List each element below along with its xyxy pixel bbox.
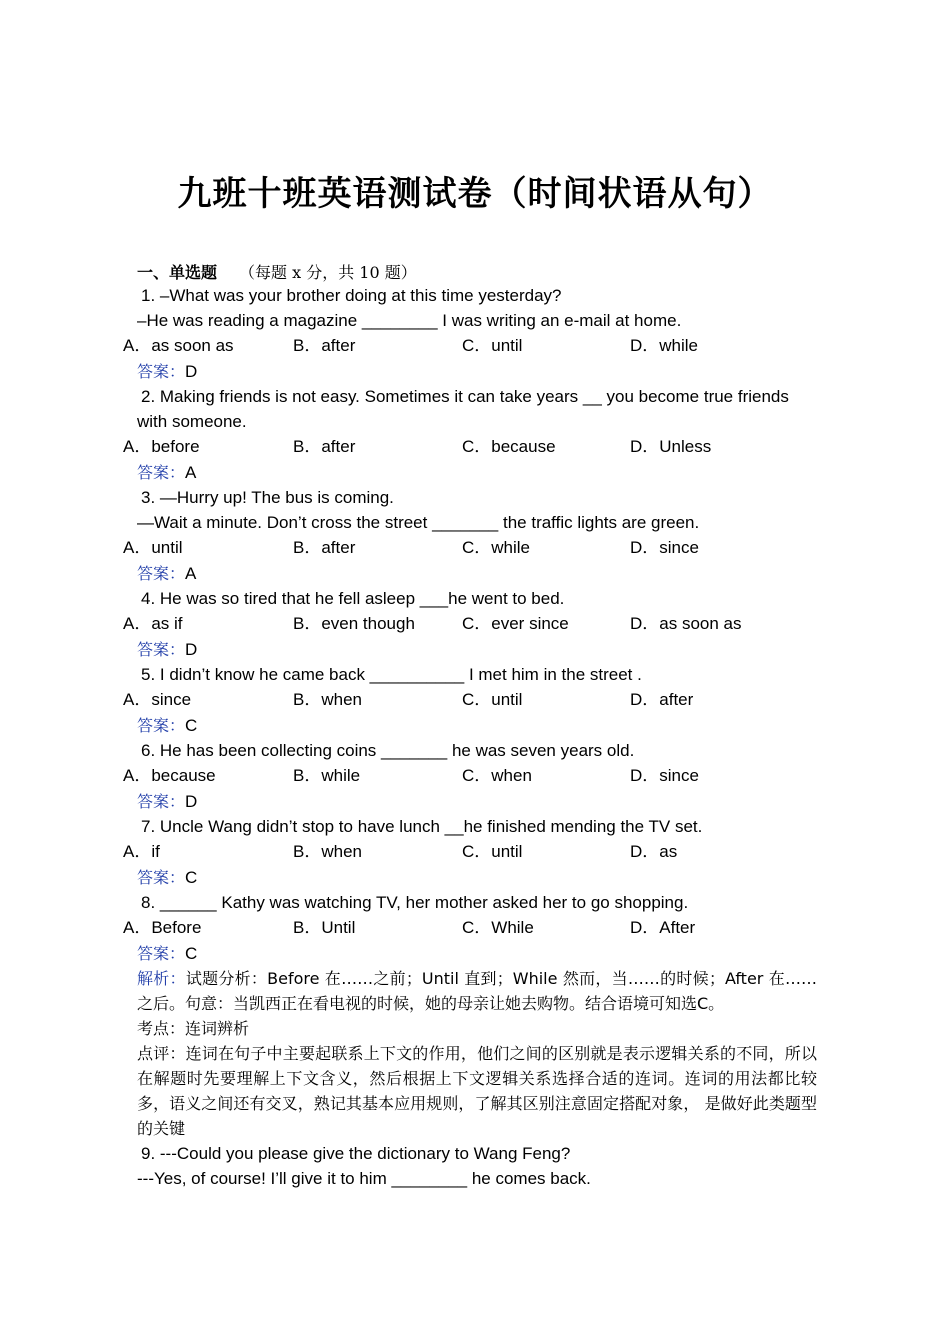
section-note: （每题 x 分，共 10 题）: [239, 263, 417, 282]
option-b: B．after: [293, 538, 356, 557]
option-a: A．Before: [123, 918, 202, 937]
question-1-options: [0, 333, 950, 359]
answer-label: 答案：: [137, 564, 186, 583]
key-point: 考点：连词辨析: [137, 1019, 250, 1038]
question-list: [0, 283, 950, 1191]
answer-line: [0, 460, 950, 485]
answer-label: 答案：: [137, 792, 186, 811]
answer-line: [0, 637, 950, 662]
option-a: A．since: [123, 690, 192, 709]
comment-text: 点评：连词在句子中主要起联系上下文的作用，他们之间的区别就是表示逻辑关系的不同，所以在解题时先要理解上下文含义，然后根据上下文逻辑关系选择合适的连词。连词的用法都比较多，语义之间还有交叉，熟记其基本应用规则，了解其区别注意固定搭配对象， 是做好此类题型的关键: [137, 1044, 817, 1138]
question-9-stem: 9. ---Could you please give the dictionary to Wang Feng?: [141, 1144, 571, 1163]
option-a: A．because: [123, 766, 216, 785]
analysis-body: 试题分析：Before 在……之前；Until 直到；While 然而，当……的时候；After 在……之后。句意：当凯西正在看电视的时候，她的母亲让她去购物。结合语境可知选C。: [137, 969, 817, 1013]
question-7-options: [0, 839, 950, 865]
option-a: A．until: [123, 538, 183, 557]
question-4-options: [0, 611, 950, 637]
option-c: C．when: [462, 766, 532, 785]
option-b: B．after: [293, 336, 356, 355]
answer-label: 答案：: [137, 640, 186, 659]
question-3-line: —Wait a minute. Don’t cross the street _______ the traffic lights are green.: [137, 513, 700, 532]
question-3-options: [0, 535, 950, 561]
option-b: B．after: [293, 437, 356, 456]
question-1-line: –He was reading a magazine ________ I was writing an e-mail at home.: [137, 311, 682, 330]
answer-value: C: [185, 944, 198, 963]
answer-line: [0, 713, 950, 738]
answer-label: 答案：: [137, 463, 186, 482]
answer-value: C: [185, 868, 198, 887]
option-d: D．since: [630, 766, 699, 785]
answer-label: 答案：: [137, 716, 186, 735]
question-1-line: 1. –What was your brother doing at this time yesterday?: [141, 286, 562, 305]
answer-label: 答案：: [137, 868, 186, 887]
question-9-reply: ---Yes, of course! I’ll give it to him ________ he comes back.: [137, 1169, 591, 1188]
option-b: B．when: [293, 690, 362, 709]
answer-value: D: [185, 362, 198, 381]
answer-label: 答案：: [137, 944, 186, 963]
page-title: 九班十班英语测试卷（时间状语从句）: [177, 174, 773, 214]
answer-line: [0, 359, 950, 384]
question-8-options: [0, 915, 950, 941]
option-a: A．before: [123, 437, 200, 456]
option-c: C．until: [462, 336, 523, 355]
option-c: C．until: [462, 842, 523, 861]
option-d: D．Unless: [630, 437, 712, 456]
answer-line: [0, 789, 950, 814]
option-d: D．since: [630, 538, 699, 557]
answer-value: C: [185, 716, 198, 735]
question-8-line: 8. ______ Kathy was watching TV, her mother asked her to go shopping.: [141, 893, 689, 912]
question-6-options: [0, 763, 950, 789]
option-d: D．as: [630, 842, 678, 861]
question-4-line: 4. He was so tired that he fell asleep ___he went to bed.: [141, 589, 565, 608]
option-c: C．While: [462, 918, 534, 937]
option-d: D．After: [630, 918, 696, 937]
answer-value: D: [185, 792, 198, 811]
option-a: A．if: [123, 842, 160, 861]
option-c: C．until: [462, 690, 523, 709]
option-a: A．as if: [123, 614, 183, 633]
option-d: D．after: [630, 690, 694, 709]
answer-value: A: [185, 463, 197, 482]
option-a: A．as soon as: [123, 336, 234, 355]
option-b: B．while: [293, 766, 361, 785]
question-5-options: [0, 687, 950, 713]
section-heading: [137, 260, 417, 283]
option-d: D．while: [630, 336, 699, 355]
option-b: B．Until: [293, 918, 356, 937]
question-2-line: 2. Making friends is not easy. Sometimes it can take years __ you become true friends: [141, 387, 789, 406]
analysis-text: [0, 966, 817, 1016]
option-c: C．while: [462, 538, 531, 557]
option-c: C．ever since: [462, 614, 569, 633]
question-6-line: 6. He has been collecting coins _______ he was seven years old.: [141, 741, 635, 760]
section-title: 一、单选题: [137, 263, 218, 282]
option-b: B．even though: [293, 614, 415, 633]
answer-value: D: [185, 640, 198, 659]
answer-line: [0, 865, 950, 890]
question-3-line: 3. —Hurry up! The bus is coming.: [141, 488, 394, 507]
question-5-line: 5. I didn’t know he came back __________ I met him in the street .: [141, 665, 642, 684]
question-7-line: 7. Uncle Wang didn’t stop to have lunch __he finished mending the TV set.: [141, 817, 703, 836]
option-b: B．when: [293, 842, 362, 861]
question-2-line: with someone.: [137, 412, 247, 431]
answer-line: [0, 561, 950, 586]
answer-line: [0, 941, 950, 966]
option-c: C．because: [462, 437, 556, 456]
question-2-options: [0, 434, 950, 460]
answer-label: 答案：: [137, 362, 186, 381]
analysis-label: 解析：: [137, 969, 186, 988]
option-d: D．as soon as: [630, 614, 742, 633]
answer-value: A: [185, 564, 197, 583]
